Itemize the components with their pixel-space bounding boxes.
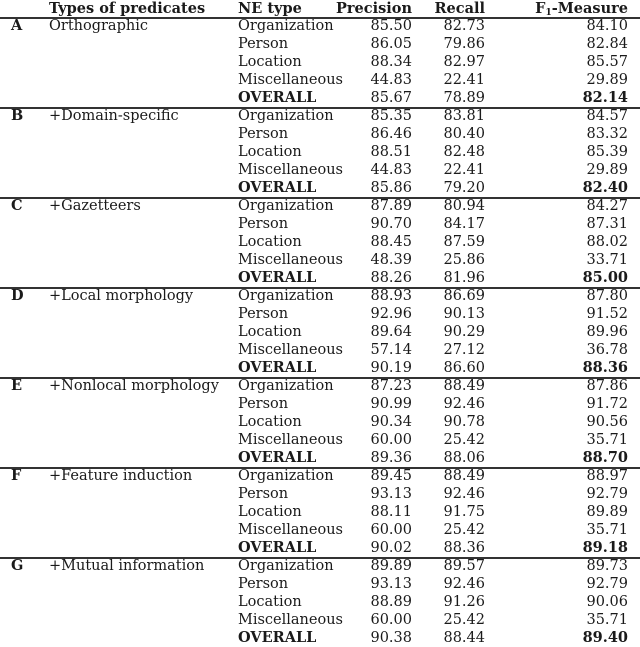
- header-ne-type: NE type: [238, 0, 302, 17]
- ne-type: OVERALL: [238, 359, 317, 376]
- ne-type: Person: [238, 36, 289, 52]
- table-row: [0, 359, 640, 377]
- table-row: [0, 251, 640, 269]
- recall-value: 80.94: [443, 198, 485, 214]
- precision-value: 85.50: [370, 18, 412, 34]
- table-row: [0, 179, 640, 197]
- recall-value: 88.36: [443, 540, 485, 556]
- precision-value: 89.36: [370, 450, 412, 466]
- table-row: [0, 197, 640, 215]
- precision-value: 87.89: [370, 198, 412, 214]
- table-row: [0, 287, 640, 305]
- ne-type: Location: [238, 324, 302, 340]
- table-row: [0, 521, 640, 539]
- ne-type: Organization: [238, 468, 334, 484]
- recall-value: 80.40: [443, 126, 485, 142]
- f-measure-value: 88.97: [586, 468, 628, 484]
- precision-value: 87.23: [370, 378, 412, 394]
- f-measure-value: 84.57: [586, 108, 628, 124]
- ne-type: Location: [238, 504, 302, 520]
- precision-value: 88.51: [370, 144, 412, 160]
- ne-type: Person: [238, 396, 289, 412]
- predicate-type: +Feature induction: [49, 468, 193, 484]
- precision-value: 85.67: [370, 90, 412, 106]
- predicate-type: Orthographic: [49, 18, 148, 34]
- f-measure-value: 35.71: [586, 432, 628, 448]
- precision-value: 85.35: [370, 108, 412, 124]
- ne-type: Organization: [238, 18, 334, 34]
- recall-value: 87.59: [443, 234, 485, 250]
- f-measure-value: 91.52: [586, 306, 628, 322]
- ne-type: Location: [238, 54, 302, 70]
- recall-value: 84.17: [443, 216, 485, 232]
- f-measure-value: 88.70: [582, 449, 628, 466]
- f-measure-value: 87.31: [586, 216, 628, 232]
- table-row: [0, 485, 640, 503]
- f-measure-value: 84.27: [586, 198, 628, 214]
- f-measure-value: 82.14: [582, 89, 628, 106]
- recall-value: 81.96: [443, 270, 485, 286]
- recall-value: 92.46: [443, 576, 485, 592]
- recall-value: 79.86: [443, 36, 485, 52]
- recall-value: 90.29: [443, 324, 485, 340]
- group-id: D: [11, 287, 24, 304]
- f-measure-value: 92.79: [586, 576, 628, 592]
- precision-value: 90.02: [370, 540, 412, 556]
- header-recall: Recall: [434, 0, 485, 17]
- ne-type: OVERALL: [238, 539, 317, 556]
- header-precision: Precision: [336, 0, 412, 17]
- group-id: A: [11, 17, 23, 34]
- predicate-type: +Gazetteers: [49, 198, 141, 214]
- table-row: [0, 161, 640, 179]
- f-measure-value: 35.71: [586, 612, 628, 628]
- ne-type: Miscellaneous: [238, 162, 343, 178]
- recall-value: 25.42: [443, 612, 485, 628]
- group-id: C: [11, 197, 23, 214]
- table-row: [0, 143, 640, 161]
- ne-type: Person: [238, 216, 289, 232]
- precision-value: 90.19: [370, 360, 412, 376]
- table-row: [0, 215, 640, 233]
- f-measure-value: 87.80: [586, 288, 628, 304]
- table-row: [0, 593, 640, 611]
- f-measure-value: 85.57: [586, 54, 628, 70]
- f-measure-value: 29.89: [586, 162, 628, 178]
- table-row: [0, 449, 640, 467]
- table-row: [0, 575, 640, 593]
- f-measure-value: 89.18: [582, 539, 628, 556]
- recall-value: 22.41: [443, 72, 485, 88]
- recall-value: 79.20: [443, 180, 485, 196]
- table-row: [0, 467, 640, 485]
- f-measure-value: 83.32: [586, 126, 628, 142]
- f-measure-value: 91.72: [586, 396, 628, 412]
- recall-value: 82.48: [443, 144, 485, 160]
- table-row: [0, 431, 640, 449]
- ne-type: Organization: [238, 378, 334, 394]
- f-measure-value: 90.56: [586, 414, 628, 430]
- table-row: [0, 53, 640, 71]
- recall-value: 82.97: [443, 54, 485, 70]
- ne-type: Miscellaneous: [238, 522, 343, 538]
- group-id: F: [11, 467, 22, 484]
- precision-value: 89.89: [370, 558, 412, 574]
- ne-type: OVERALL: [238, 629, 317, 646]
- precision-value: 57.14: [370, 342, 412, 358]
- precision-value: 88.11: [370, 504, 412, 520]
- table-row: [0, 323, 640, 341]
- predicate-type: +Mutual information: [49, 558, 205, 574]
- table-row: [0, 413, 640, 431]
- table-row: [0, 341, 640, 359]
- precision-value: 88.26: [370, 270, 412, 286]
- ne-type: Organization: [238, 198, 334, 214]
- table-row: [0, 71, 640, 89]
- table-row: [0, 629, 640, 647]
- f-measure-value: 82.84: [586, 36, 628, 52]
- precision-value: 60.00: [370, 612, 412, 628]
- f-measure-value: 90.06: [586, 594, 628, 610]
- f-measure-value: 33.71: [586, 252, 628, 268]
- recall-value: 86.60: [443, 360, 485, 376]
- table-row: [0, 125, 640, 143]
- precision-value: 86.05: [370, 36, 412, 52]
- precision-value: 90.34: [370, 414, 412, 430]
- recall-value: 88.44: [443, 630, 485, 646]
- f-measure-value: 88.02: [586, 234, 628, 250]
- recall-value: 91.26: [443, 594, 485, 610]
- ne-type: OVERALL: [238, 269, 317, 286]
- table-row: [0, 107, 640, 125]
- recall-value: 82.73: [443, 18, 485, 34]
- group-id: E: [11, 377, 23, 394]
- precision-value: 90.38: [370, 630, 412, 646]
- table-row: [0, 17, 640, 35]
- table-row: [0, 269, 640, 287]
- recall-value: 78.89: [443, 90, 485, 106]
- ne-type: OVERALL: [238, 179, 317, 196]
- f-measure-value: 89.96: [586, 324, 628, 340]
- f-measure-value: 82.40: [582, 179, 628, 196]
- recall-value: 86.69: [443, 288, 485, 304]
- table-header: [0, 0, 640, 17]
- f-measure-value: 92.79: [586, 486, 628, 502]
- precision-value: 44.83: [370, 72, 412, 88]
- precision-value: 88.34: [370, 54, 412, 70]
- recall-value: 27.12: [443, 342, 485, 358]
- predicate-type: +Domain-specific: [49, 108, 179, 124]
- recall-value: 91.75: [443, 504, 485, 520]
- ne-type: Person: [238, 126, 289, 142]
- recall-value: 25.42: [443, 522, 485, 538]
- ne-type: Organization: [238, 288, 334, 304]
- group-id: G: [11, 557, 24, 574]
- precision-value: 93.13: [370, 576, 412, 592]
- precision-value: 89.45: [370, 468, 412, 484]
- table-row: [0, 305, 640, 323]
- ne-type: Location: [238, 594, 302, 610]
- precision-value: 86.46: [370, 126, 412, 142]
- table-row: [0, 395, 640, 413]
- precision-value: 92.96: [370, 306, 412, 322]
- f-measure-value: 89.40: [582, 629, 628, 646]
- ne-type: Organization: [238, 558, 334, 574]
- ne-type: Miscellaneous: [238, 72, 343, 88]
- precision-value: 93.13: [370, 486, 412, 502]
- ne-type: Miscellaneous: [238, 342, 343, 358]
- recall-value: 22.41: [443, 162, 485, 178]
- f-measure-value: 89.73: [586, 558, 628, 574]
- precision-value: 48.39: [370, 252, 412, 268]
- predicate-type: +Nonlocal morphology: [49, 378, 219, 394]
- precision-value: 90.70: [370, 216, 412, 232]
- recall-value: 83.81: [443, 108, 485, 124]
- table-row: [0, 557, 640, 575]
- f-measure-value: 87.86: [586, 378, 628, 394]
- precision-value: 88.93: [370, 288, 412, 304]
- table-row: [0, 35, 640, 53]
- group-id: B: [11, 107, 24, 124]
- table-row: [0, 539, 640, 557]
- precision-value: 85.86: [370, 180, 412, 196]
- precision-value: 60.00: [370, 432, 412, 448]
- recall-value: 88.49: [443, 378, 485, 394]
- ne-type: Location: [238, 234, 302, 250]
- recall-value: 25.42: [443, 432, 485, 448]
- recall-value: 92.46: [443, 396, 485, 412]
- ne-type: Person: [238, 486, 289, 502]
- recall-value: 89.57: [443, 558, 485, 574]
- precision-value: 89.64: [370, 324, 412, 340]
- header-f-measure: $F_1$-Measure: [535, 0, 628, 18]
- f-measure-value: 85.39: [586, 144, 628, 160]
- table-row: [0, 377, 640, 395]
- recall-value: 90.78: [443, 414, 485, 430]
- predicate-type: +Local morphology: [49, 288, 194, 304]
- precision-value: 60.00: [370, 522, 412, 538]
- ne-type: OVERALL: [238, 449, 317, 466]
- recall-value: 88.49: [443, 468, 485, 484]
- f-measure-value: 89.89: [586, 504, 628, 520]
- ne-type: Person: [238, 306, 289, 322]
- f-measure-value: 84.10: [586, 18, 628, 34]
- table-row: [0, 611, 640, 629]
- table-body: [0, 17, 640, 647]
- recall-value: 25.86: [443, 252, 485, 268]
- f-measure-value: 36.78: [586, 342, 628, 358]
- ne-type: Miscellaneous: [238, 612, 343, 628]
- table-row: [0, 503, 640, 521]
- precision-value: 88.45: [370, 234, 412, 250]
- ne-type: Organization: [238, 108, 334, 124]
- table-row: [0, 89, 640, 107]
- header-predicates: Types of predicates: [49, 0, 206, 17]
- precision-value: 90.99: [370, 396, 412, 412]
- table-row: [0, 233, 640, 251]
- f-measure-value: 88.36: [582, 359, 628, 376]
- precision-value: 44.83: [370, 162, 412, 178]
- recall-value: 92.46: [443, 486, 485, 502]
- ne-type: Location: [238, 144, 302, 160]
- f-measure-value: 29.89: [586, 72, 628, 88]
- precision-value: 88.89: [370, 594, 412, 610]
- ne-type: OVERALL: [238, 89, 317, 106]
- ne-type: Person: [238, 576, 289, 592]
- recall-value: 88.06: [443, 450, 485, 466]
- f-measure-value: 35.71: [586, 522, 628, 538]
- recall-value: 90.13: [443, 306, 485, 322]
- ne-type: Location: [238, 414, 302, 430]
- ne-type: Miscellaneous: [238, 252, 343, 268]
- ne-type: Miscellaneous: [238, 432, 343, 448]
- f-measure-value: 85.00: [582, 269, 628, 286]
